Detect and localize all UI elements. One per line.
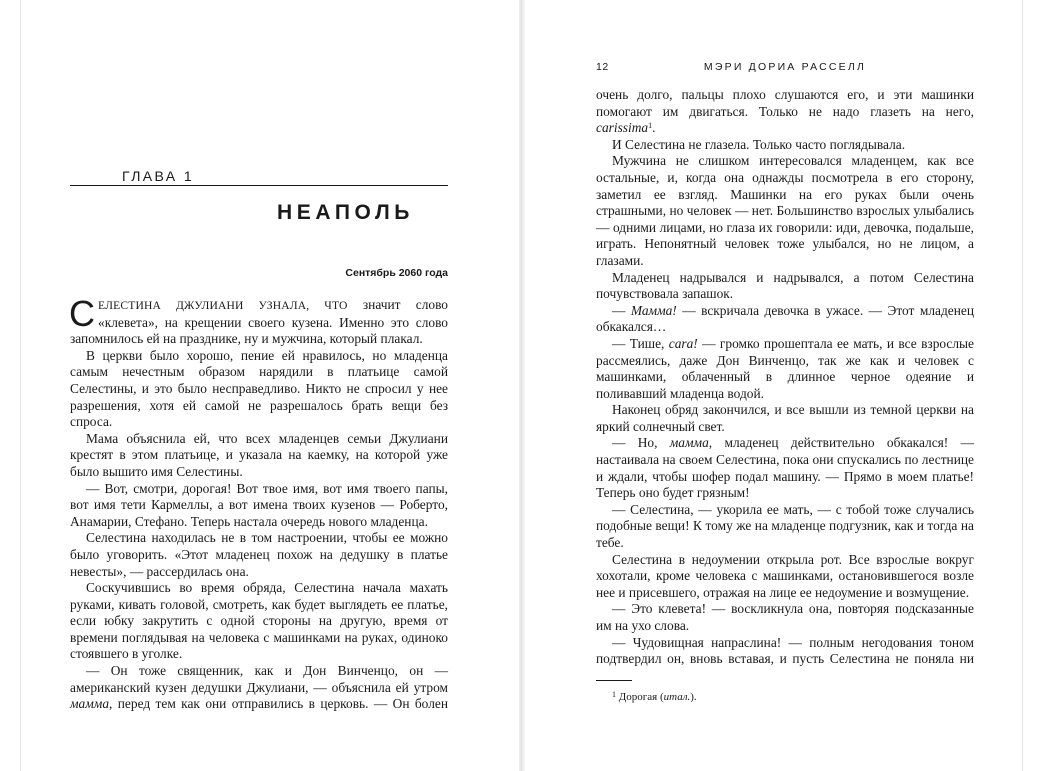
chapter-label: ГЛАВА 1 — [70, 168, 448, 186]
text-run: , перед тем как они отправились в церковь. — Он болен — [109, 696, 448, 712]
text-run: . — [652, 120, 656, 136]
chapter-date: Сентябрь 2060 года — [345, 267, 448, 279]
italic-run: мамма — [70, 696, 110, 712]
text-run: очень долго, пальцы плохо слушаются его, и эти машинки помогают им двигаться. Только не надо глазеть на него, — [596, 87, 974, 119]
chapter-title: НЕАПОЛЬ — [277, 201, 414, 224]
paragraph: — Чудовищная напраслина! — полным негодования тоном подтвердил он, вновь вставая, и пусть Селестина не поняла ни — [596, 634, 974, 667]
text-run: — — [612, 302, 631, 318]
paragraph: — Это клевета! — воскликнула она, повторяя подсказанные им на ухо слова. — [596, 601, 974, 633]
italic-run: cara! — [668, 335, 698, 351]
text-run: , младенец действительно обкакался! — настаивала на своем Селестина, пока они спускались по лестнице и ждали, чтобы шофер подал машину. — Прямо в моем платье! Теперь оно будет грязным! — [596, 435, 974, 501]
paragraph — [596, 303, 974, 336]
running-title: МЭРИ ДОРИА РАССЕЛЛ — [703, 61, 867, 73]
paragraph: Селестина находилась не в том настроении, чтобы ее можно было уговорить. «Этот младенец похож на дедушку в платье невесты», — рассердилась она. — [70, 530, 448, 579]
paragraph: В церкви было хорошо, пение ей нравилось, но младенца самым нечестным образом нарядили в платьице самой Селестины, и это было несправедливо. Никто не спросил у нее разрешения, хотя ей самой не разрешалось брать вещи без спроса. — [70, 347, 448, 430]
paragraph: — Селестина, — укорила ее мать, — с тобой тоже случались подобные вещи! К тому же на младенце подгузник, как и тогда на тебе. — [596, 501, 974, 551]
footnote-number: 1 — [612, 690, 616, 699]
left-page-edge — [20, 0, 21, 771]
italic-run: мамма — [669, 435, 709, 451]
italic-run: carissima — [596, 120, 649, 136]
text-run: — Но, — [612, 435, 670, 451]
lead-smallcaps: ЕЛЕСТИНА ДЖУЛИАНИ УЗНАЛА, ЧТО — [98, 299, 348, 312]
italic-run: Мамма! — [630, 302, 677, 318]
paragraph: И Селестина не глазела. Только часто поглядывала. — [612, 136, 906, 152]
paragraph: — Вот, смотри, дорогая! Вот твое имя, вот имя твоего папы, вот имя тети Кармеллы, а вот имена твоих кузенов — Роберто, Анамарии, Стефано. Теперь настала очередь нового младенца. — [70, 480, 448, 529]
left-page-text — [69, 293, 448, 713]
drop-cap: С — [69, 293, 95, 334]
right-page-edge — [1022, 0, 1023, 771]
italic-run: итал. — [663, 691, 691, 703]
text-run: — вскричала девочка в ужасе. — Этот младенец обкакался… — [596, 302, 974, 335]
text-run: Дорогая ( — [616, 691, 664, 703]
paragraph: Соскучившись во время обряда, Селестина начала махать руками, кивать головой, смотреть, как будет выглядеть ее платье, если юбку закрутить с одной стороны на другую, время от времени поглядывая на человека с машинками на руках, одиноко стоявшего в уголке. — [70, 580, 448, 662]
paragraph: Наконец обряд закончился, и все вышли из темной церкви на яркий солнечный свет. — [596, 402, 974, 434]
footnote-rule — [596, 680, 632, 681]
text-run: ). — [690, 691, 697, 703]
footnote-marker: 1 — [648, 121, 653, 131]
text-run: — громко прошептала ее мать, и все взрослые рассмеялись, даже Дон Винченцо, так же как и человек с машинками, облаченный в длинное черное одеяние и поливавший младенца водой. — [596, 335, 975, 401]
paragraph: Мама объяснила ей, что всех младенцев семьи Джулиани крестят в этом платьице, и указала на каемку, на которой уже было вышито имя Селестины. — [70, 430, 448, 479]
paragraph: Мужчина не слишком интересовался младенцем, как все остальные, и, когда она однажды посмотрела в его сторону, заметил ее взгляд. Машинки на его руках были очень страшными, но человек — нет. Большинство взрослых улыбались — одними лицами, но глаза их говорили: иди, девочка, подальше, играть. Непонятный человек тоже улыбался, но не лицом, а глазами. — [596, 153, 974, 268]
text-run: — Он тоже священник, как и Дон Винченцо, он — американский кузен дедушки Джулиани, — объяснила ей утром — [70, 663, 448, 695]
paragraph: Селестина в недоумении открыла рот. Все взрослые вокруг хохотали, кроме человека с машинками, остановившегося возле нее и присевшего, отражая на лице ее недоумение и возмущение. — [596, 551, 974, 600]
paragraph — [70, 663, 448, 713]
opening-text: значит слово «клевета», на крещении своего кузена. Именно это слово запомнилось ей на празднике, ну и мужчина, который плакал. — [70, 297, 448, 347]
paragraph-continued — [596, 87, 974, 137]
paragraph — [596, 435, 974, 501]
footnote — [612, 688, 972, 704]
page-number: 12 — [596, 61, 609, 73]
right-page-text — [596, 87, 974, 668]
text-run: — Тише, — [612, 335, 669, 351]
book-gutter — [519, 0, 525, 771]
paragraph — [596, 336, 974, 402]
running-head — [596, 60, 974, 74]
paragraph-opening — [69, 293, 448, 348]
paragraph: Младенец надрывался и надрывался, а потом Селестина почувствовала запашок. — [596, 269, 974, 302]
